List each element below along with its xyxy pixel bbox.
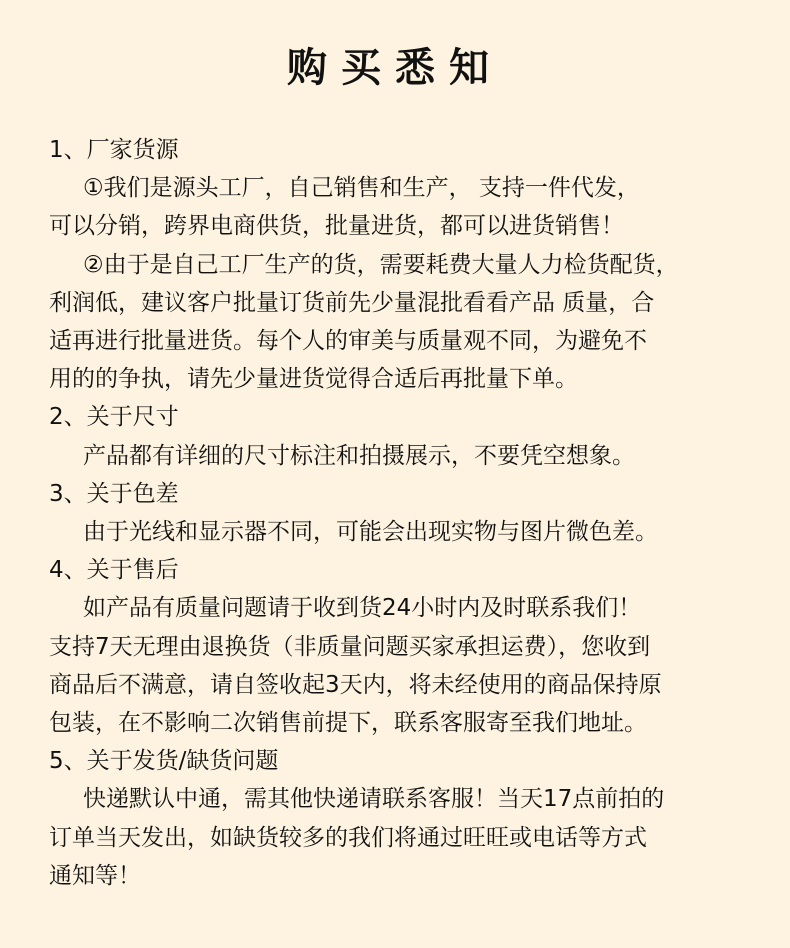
paragraph-line: 产品都有详细的尺寸标注和拍摄展示，不要凭空想象。	[83, 442, 635, 469]
paragraph-line: 如产品有质量问题请于收到货24小时内及时联系我们！	[83, 595, 642, 622]
section-color-difference	[49, 475, 749, 551]
paragraph-line: 包装，在不影响二次销售前提下，联系客服寄至我们地址。	[49, 710, 647, 737]
section-shipping	[49, 742, 749, 895]
paragraph-line: 可以分销，跨界电商供货，批量进货，都可以进货销售！	[49, 213, 624, 240]
paragraph-line: ①我们是源头工厂，自己销售和生产， 支持一件代发，	[83, 175, 640, 202]
paragraph	[49, 437, 749, 475]
section-heading: 1、厂家货源	[49, 137, 179, 163]
paragraph-line: 支持7天无理由退换货（非质量问题买家承担运费），您收到	[49, 633, 651, 660]
paragraph-line: 由于光线和显示器不同，可能会出现实物与图片微色差。	[83, 519, 658, 546]
section-size	[49, 398, 749, 474]
paragraph-line: ②由于是自己工厂生产的货，需要耗费大量人力检货配货，	[83, 251, 679, 278]
section-factory-source	[49, 131, 749, 398]
page-title: 购买悉知	[287, 45, 503, 91]
paragraph-line: 适再进行批量进货。每个人的审美与质量观不同，为避免不	[49, 328, 647, 355]
paragraph	[49, 246, 749, 399]
section-heading: 4、关于售后	[49, 557, 179, 584]
section-heading: 5、关于发货/缺货问题	[49, 748, 279, 775]
paragraph-line: 订单当天发出，如缺货较多的我们将通过旺旺或电话等方式	[49, 824, 647, 851]
paragraph-line: 利润低，建议客户批量订货前先少量混批看看产品 质量，合	[49, 289, 655, 316]
paragraph-line: 通知等！	[49, 862, 141, 889]
paragraph	[49, 589, 749, 742]
section-after-sales	[49, 551, 749, 742]
paragraph	[49, 169, 749, 245]
section-heading: 2、关于尺寸	[49, 404, 179, 431]
paragraph	[49, 780, 749, 895]
section-heading: 3、关于色差	[49, 480, 179, 507]
paragraph-line: 快递默认中通，需其他快递请联系客服！当天17点前拍的	[83, 786, 665, 813]
paragraph	[49, 513, 749, 551]
notice-content	[49, 131, 749, 895]
paragraph-line: 用的的争执，请先少量进货觉得合适后再批量下单。	[49, 366, 578, 393]
paragraph-line: 商品后不满意，请自签收起3天内，将未经使用的商品保持原	[49, 671, 662, 698]
